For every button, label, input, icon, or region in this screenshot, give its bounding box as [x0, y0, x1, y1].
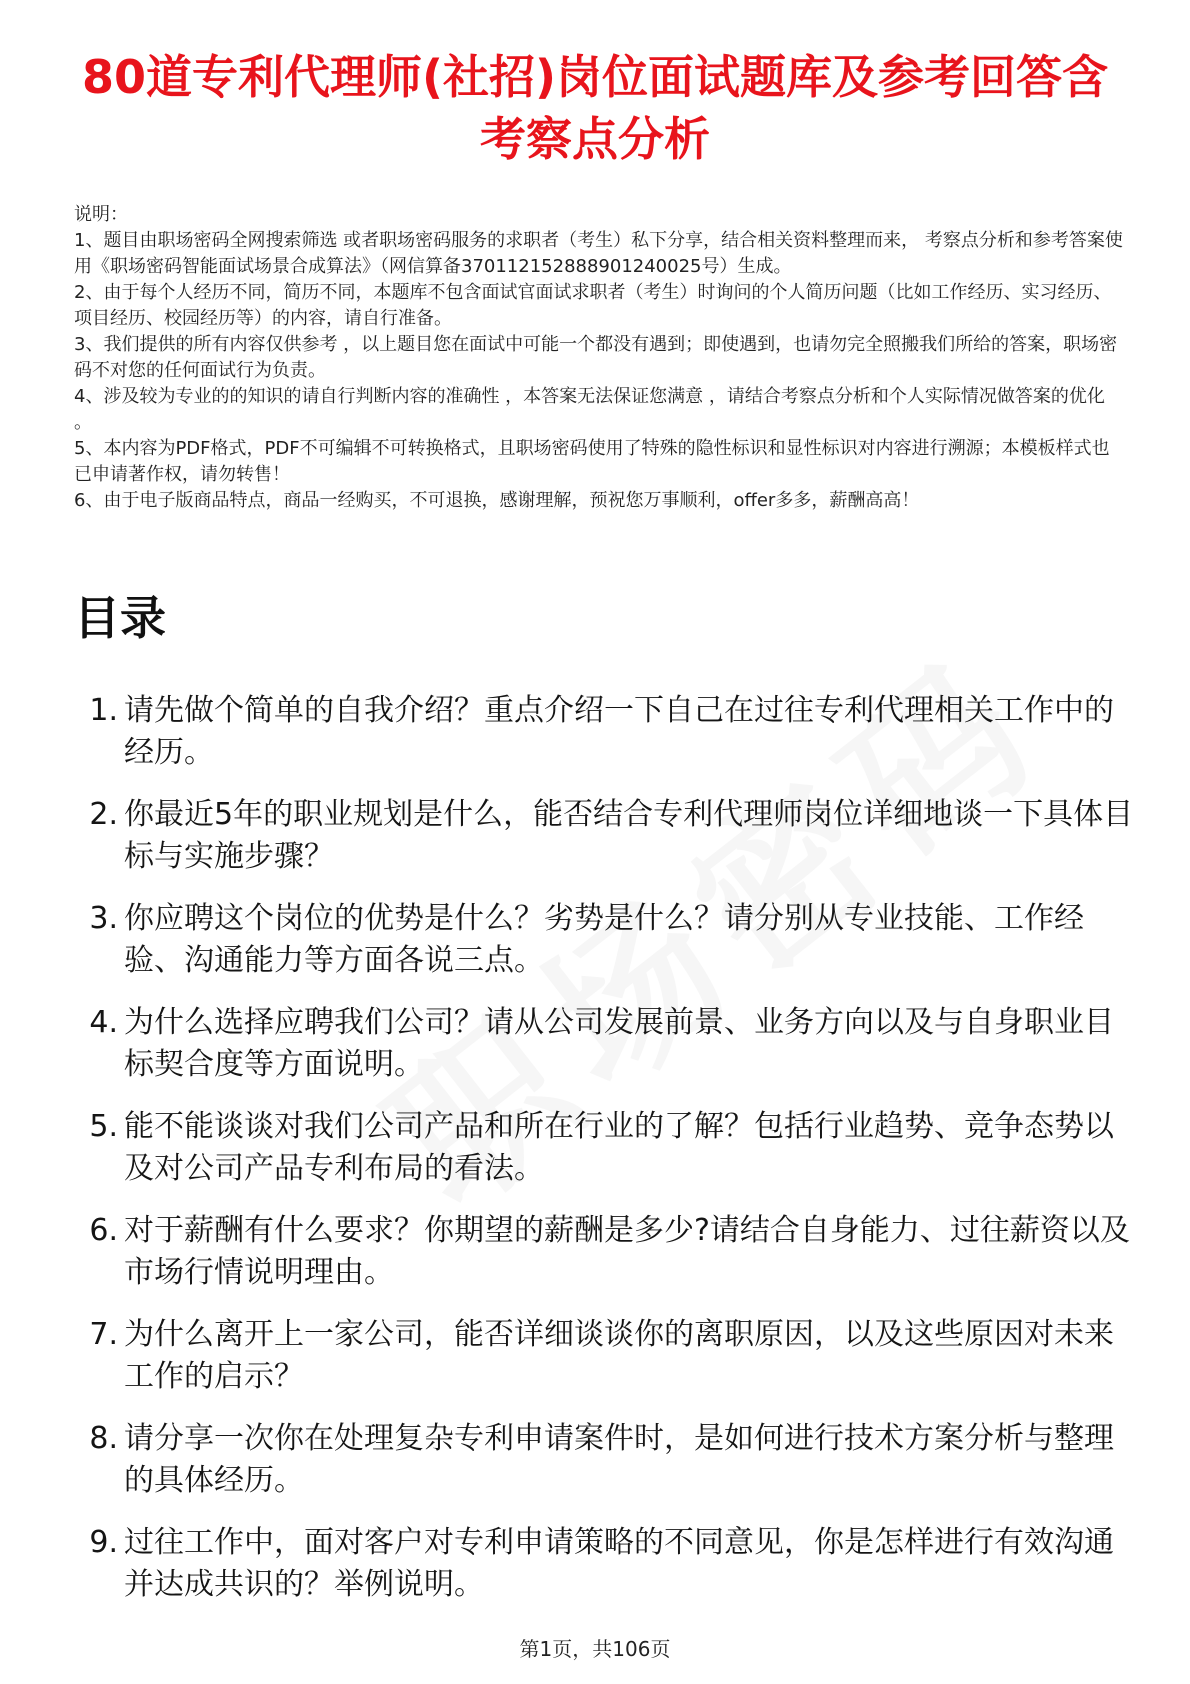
- question-number: 8.: [89, 1421, 118, 1456]
- notes-section: [74, 202, 1124, 514]
- document-title: 80道专利代理师(社招)岗位面试题库及参考回答含考察点分析: [81, 50, 1109, 166]
- note-item: 4、涉及较为专业的的知识的请自行判断内容的准确性 ，本答案无法保证您满意 ，请结合考察点分析和个人实际情况做答案的优化 。: [74, 386, 1105, 433]
- notes-heading: 说明：: [74, 204, 128, 225]
- question-item[interactable]: [74, 1314, 1134, 1398]
- question-number: 2.: [89, 797, 118, 832]
- question-text: 能不能谈谈对我们公司产品和所在行业的了解？包括行业趋势、竞争态势以及对公司产品专利布局的看法。: [124, 1109, 1114, 1186]
- question-number: 4.: [89, 1005, 118, 1040]
- question-text: 你应聘这个岗位的优势是什么？劣势是什么？请分别从专业技能、工作经验、沟通能力等方面各说三点。: [124, 901, 1084, 978]
- question-item[interactable]: [74, 1106, 1134, 1190]
- question-text: 你最近5年的职业规划是什么，能否结合专利代理师岗位详细地谈一下具体目标与实施步骤？: [124, 797, 1134, 874]
- question-text: 请先做个简单的自我介绍？重点介绍一下自己在过往专利代理相关工作中的经历。: [124, 693, 1114, 770]
- question-item[interactable]: [74, 794, 1134, 878]
- question-number: 3.: [89, 901, 118, 936]
- note-item: 5、本内容为PDF格式，PDF不可编辑不可转换格式，且职场密码使用了特殊的隐性标识和显性标识对内容进行溯源；本模板样式也已申请著作权，请勿转售！: [74, 438, 1110, 485]
- note-item: 2、由于每个人经历不同，简历不同，本题库不包含面试官面试求职者（考生）时询问的个人简历问题（比如工作经历、实习经历、项目经历、校园经历等）的内容，请自行准备。: [74, 282, 1112, 329]
- question-text: 过往工作中，面对客户对专利申请策略的不同意见，你是怎样进行有效沟通并达成共识的？举例说明。: [124, 1525, 1114, 1602]
- question-item[interactable]: [74, 690, 1134, 774]
- page-footer: 第1页，共106页: [519, 1637, 671, 1661]
- question-number: 1.: [89, 693, 118, 728]
- question-item[interactable]: [74, 1210, 1134, 1294]
- question-text: 为什么离开上一家公司，能否详细谈谈你的离职原因，以及这些原因对未来工作的启示？: [124, 1317, 1114, 1394]
- question-item[interactable]: [74, 1002, 1134, 1086]
- question-item[interactable]: [74, 1418, 1134, 1502]
- question-text: 对于薪酬有什么要求？你期望的薪酬是多少?请结合自身能力、过往薪资以及市场行情说明理由。: [124, 1213, 1130, 1290]
- question-text: 为什么选择应聘我们公司？请从公司发展前景、业务方向以及与自身职业目标契合度等方面说明。: [124, 1005, 1114, 1082]
- question-text: 请分享一次你在处理复杂专利申请案件时，是如何进行技术方案分析与整理的具体经历。: [124, 1421, 1114, 1498]
- question-number: 5.: [89, 1109, 118, 1144]
- question-item[interactable]: [74, 1522, 1134, 1606]
- note-item: 1、题目由职场密码全网搜索筛选 或者职场密码服务的求职者（考生）私下分享，结合相关资料整理而来， 考察点分析和参考答案使用《职场密码智能面试场景合成算法》（网信算备370112152888901240025号）生成。: [74, 230, 1123, 277]
- question-number: 9.: [89, 1525, 118, 1560]
- question-item[interactable]: [74, 898, 1134, 982]
- question-number: 7.: [89, 1317, 118, 1352]
- toc-heading: 目录: [74, 591, 166, 645]
- note-item: 3、我们提供的所有内容仅供参考 ，以上题目您在面试中可能一个都没有遇到；即使遇到，也请勿完全照搬我们所给的答案，职场密码不对您的任何面试行为负责。: [74, 334, 1118, 381]
- note-item: 6、由于电子版商品特点，商品一经购买，不可退换，感谢理解，预祝您万事顺利，offer多多，薪酬高高！: [74, 490, 920, 511]
- question-number: 6.: [89, 1213, 118, 1248]
- question-list: [74, 690, 1134, 1626]
